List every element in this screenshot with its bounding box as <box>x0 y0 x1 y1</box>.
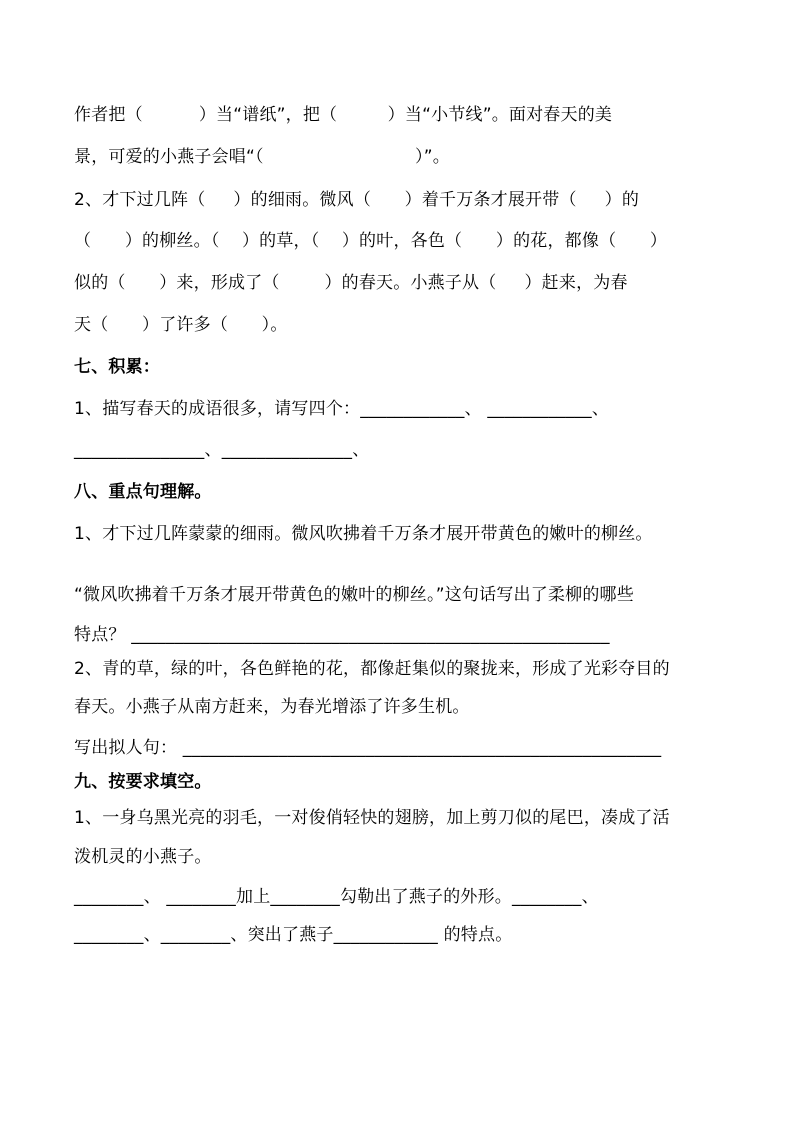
section-heading-7: 七、积累： <box>74 357 160 377</box>
question-line: 泼机灵的小燕子。 <box>74 847 212 867</box>
question-line: “微风吹拂着千万条才展开带黄色的嫩叶的柳丝。”这句话写出了柔柳的哪些 <box>74 585 634 605</box>
question-line: 1、才下过几阵蒙蒙的细雨。微风吹拂着千万条才展开带黄色的嫩叶的柳丝。 <box>74 524 653 544</box>
answer-blanks-line: _______________、_______________、 <box>74 440 370 460</box>
fill-blank-line: 作者把（ ）当“谱纸”，把（ ）当“小节线”。面对春天的美 <box>74 105 613 125</box>
section-heading-8: 八、重点句理解。 <box>74 482 212 502</box>
answer-line: 特点？ _______________________________________________________ <box>74 625 610 645</box>
fill-blank-line: 景，可爱的小燕子会唱“（ ）”。 <box>74 147 450 167</box>
answer-line: 写出拟人句： _______________________________________________________ <box>74 738 662 758</box>
question-line: 1、一身乌黑光亮的羽毛，一对俊俏轻快的翅膀，加上剪刀似的尾巴，凑成了活 <box>74 808 670 828</box>
question-line: 1、描写春天的成语很多，请写四个：____________、 ____________、 <box>74 399 610 419</box>
fill-blank-line: 似的（ ）来，形成了（ ）的春天。小燕子从（ ）赶来，为春 <box>74 273 628 293</box>
answer-blanks-line: ________、________、突出了燕子____________ 的特点。 <box>74 925 513 945</box>
fill-blank-line: （ ）的柳丝。（ ）的草，（ ）的叶，各色（ ）的花，都像（ ） <box>74 231 668 251</box>
fill-blank-line: 2、才下过几阵（ ）的细雨。微风（ ）着千万条才展开带（ ）的 <box>74 190 640 210</box>
question-line: 春天。小燕子从南方赶来，为春光增添了许多生机。 <box>74 697 470 717</box>
answer-blanks-line: ________、 ________加上________勾勒出了燕子的外形。________、 <box>74 887 599 907</box>
question-line: 2、青的草，绿的叶，各色鲜艳的花，都像赶集似的聚拢来，形成了光彩夺目的 <box>74 659 670 679</box>
section-heading-9: 九、按要求填空。 <box>74 772 212 792</box>
fill-blank-line: 天（ ）了许多（ ）。 <box>74 315 288 335</box>
